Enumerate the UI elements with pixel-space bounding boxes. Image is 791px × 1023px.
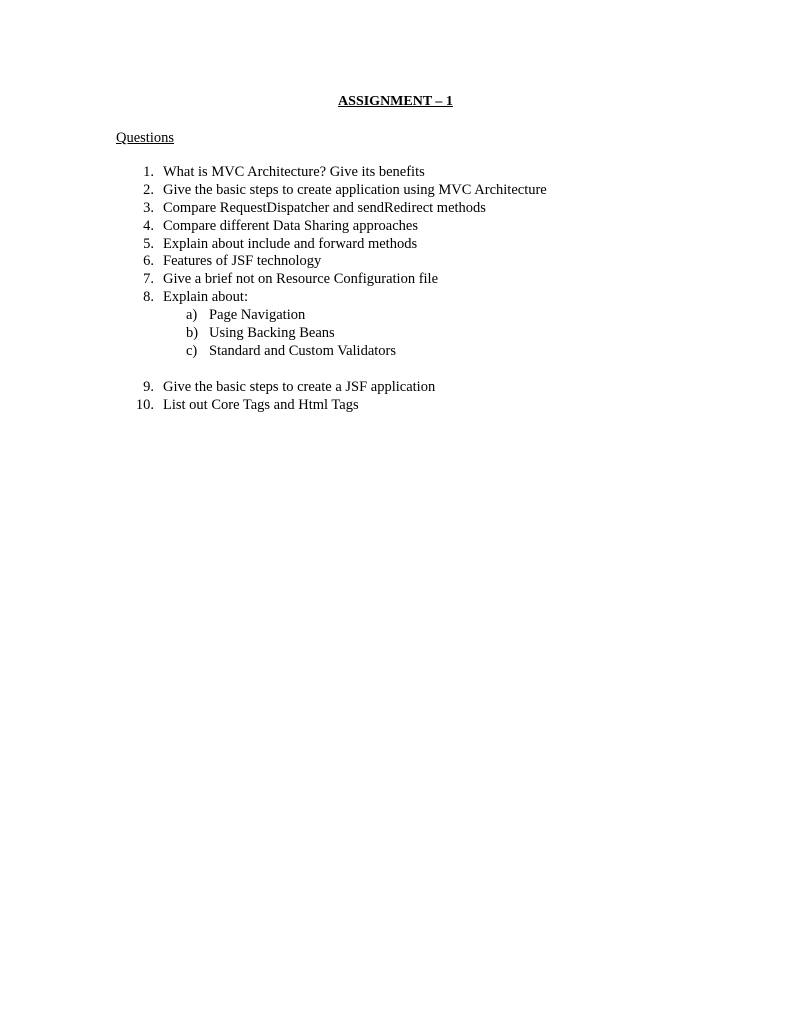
question-number: 3. bbox=[143, 199, 154, 216]
sub-item-text: Standard and Custom Validators bbox=[209, 342, 397, 359]
question-number: 8. bbox=[143, 289, 154, 306]
sub-item-letter: b) bbox=[186, 325, 199, 342]
sub-item-b bbox=[0, 325, 791, 343]
sub-item-c bbox=[0, 343, 791, 361]
question-text: Compare different Data Sharing approaches bbox=[163, 217, 418, 234]
question-item-10 bbox=[0, 397, 791, 415]
question-number: 5. bbox=[143, 235, 154, 252]
question-text: What is MVC Architecture? Give its benefits bbox=[163, 164, 425, 180]
question-text: Explain about: bbox=[163, 289, 248, 306]
question-item-8 bbox=[0, 289, 791, 307]
question-text: Features of JSF technology bbox=[163, 253, 322, 270]
question-item-3 bbox=[0, 200, 791, 218]
question-number: 2. bbox=[143, 181, 154, 198]
question-text: Explain about include and forward methods bbox=[163, 235, 418, 252]
question-item-6 bbox=[0, 253, 791, 271]
question-item-5 bbox=[0, 236, 791, 254]
sub-item-text: Using Backing Beans bbox=[209, 325, 335, 342]
sub-item-letter: a) bbox=[186, 307, 198, 324]
question-number: 9. bbox=[143, 378, 154, 395]
question-item-2 bbox=[0, 182, 791, 200]
section-heading: Questions bbox=[116, 130, 174, 146]
sub-item-letter: c) bbox=[186, 342, 198, 359]
question-item-4 bbox=[0, 218, 791, 236]
question-list bbox=[0, 164, 791, 414]
question-item-7 bbox=[0, 271, 791, 289]
question-number: 4. bbox=[143, 217, 154, 234]
question-item-9 bbox=[0, 379, 791, 397]
question-item-1 bbox=[0, 164, 791, 182]
document-title: ASSIGNMENT – 1 bbox=[338, 94, 453, 109]
sub-item-a bbox=[0, 307, 791, 325]
question-number: 7. bbox=[143, 271, 154, 288]
list-spacer bbox=[0, 361, 791, 379]
question-number: 1. bbox=[143, 164, 154, 180]
question-text: Give a brief not on Resource Configuration file bbox=[163, 271, 439, 288]
question-number: 10. bbox=[135, 396, 154, 413]
question-text: Give the basic steps to create application using MVC Architecture bbox=[163, 181, 547, 198]
question-text: List out Core Tags and Html Tags bbox=[163, 396, 359, 413]
question-text: Give the basic steps to create a JSF application bbox=[163, 378, 436, 395]
question-text: Compare RequestDispatcher and sendRedirect methods bbox=[163, 199, 486, 216]
sub-item-text: Page Navigation bbox=[209, 307, 306, 324]
question-number: 6. bbox=[143, 253, 154, 270]
